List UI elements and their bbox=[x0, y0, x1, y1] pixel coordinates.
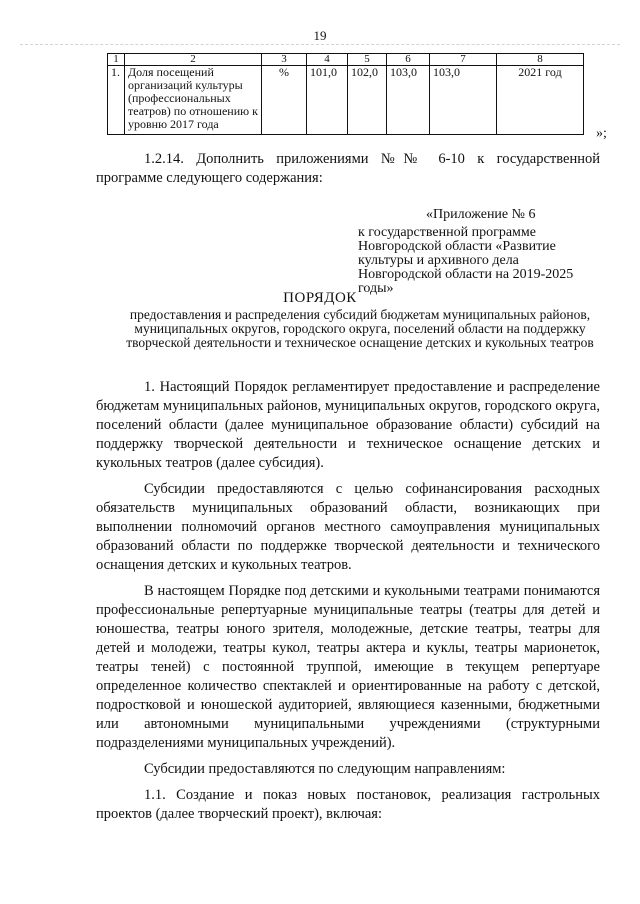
header-cell-6: 6 bbox=[387, 54, 430, 66]
appendix-title: «Приложение № 6 bbox=[426, 207, 536, 222]
header-cell-7: 7 bbox=[430, 54, 497, 66]
item-1-2-14: 1.2.14. Дополнить приложениями №№ 6-10 к государственной программе следующего содержания: bbox=[96, 151, 600, 186]
value-cell: 103,0 bbox=[387, 66, 430, 135]
header-cell-2: 2 bbox=[125, 54, 262, 66]
indicator-unit: % bbox=[262, 66, 307, 135]
paragraph: Субсидии предоставляются по следующим направлениям: bbox=[144, 761, 506, 777]
value-cell: 101,0 bbox=[307, 66, 348, 135]
row-number: 1. bbox=[108, 66, 125, 135]
value-cell: 103,0 bbox=[430, 66, 497, 135]
paragraph: 1.1. Создание и показ новых постановок, реализация гастрольных проектов (далее творческий проект), включая: bbox=[96, 787, 600, 822]
doc-title: ПОРЯДОК bbox=[283, 290, 357, 306]
table-row bbox=[108, 66, 584, 135]
body-text bbox=[96, 378, 600, 824]
appendix-block bbox=[358, 208, 598, 296]
paragraph: Субсидии предоставляются с целью софинансирования расходных обязательств муниципальных образований области, возникающих при выполнении полномочий органов местного самоуправления муниципальных образований области по поддержке творческой деятельности и технического оснащения детских и кукольных театров. bbox=[96, 481, 600, 573]
indicator-name: Доля посещений организаций культуры (профессиональных театров) по отношению к уровню 2017 года bbox=[125, 66, 262, 135]
paragraph: В настоящем Порядке под детскими и кукольными театрами понимаются профессиональные репертуарные муниципальные театры (театры для детей и юношества, театры юного зрителя, молодежные, детские театры, театры для детей и молодежи, театры кукол, театры актера и куклы, театры марионеток, театры теней) с постоянной труппой, имеющие в текущем репертуаре определенное количество спектаклей и ориентированные на работу с детской, подростковой и юношеской аудиторией, являющиеся казенными, бюджетными или автономными муниципальными учреждениями (структурными подразделениями муниципальных учреждений). bbox=[96, 583, 600, 751]
header-cell-3: 3 bbox=[262, 54, 307, 66]
indicators-table bbox=[107, 53, 584, 135]
header-cell-5: 5 bbox=[348, 54, 387, 66]
target-year: 2021 год bbox=[497, 66, 584, 135]
header-cell-4: 4 bbox=[307, 54, 348, 66]
header-cell-1: 1 bbox=[108, 54, 125, 66]
doc-subtitle: предоставления и распределения субсидий бюджетам муниципальных районов, муниципальных округов, городского округа, поселений области на поддержку творческой деятельности и техническое оснащение детских и кукольных театров bbox=[126, 307, 594, 350]
appendix-text: к государственной программе Новгородской области «Развитие культуры и архивного дела Новгородской области на 2019-2025 годы» bbox=[358, 225, 574, 296]
closing-quote: »; bbox=[596, 126, 607, 141]
paragraph: 1. Настоящий Порядок регламентирует предоставление и распределение бюджетам муниципальных районов, муниципальных округов, городского округа, поселений области (далее муниципальное образование области) субсидий на поддержку творческой деятельности и техническое оснащение детских и кукольных театров (далее субсидия). bbox=[96, 379, 600, 471]
header-cell-8: 8 bbox=[497, 54, 584, 66]
page-number: 19 bbox=[313, 28, 327, 43]
value-cell: 102,0 bbox=[348, 66, 387, 135]
table-header-row bbox=[108, 54, 584, 66]
scan-artifact-line bbox=[20, 44, 620, 45]
